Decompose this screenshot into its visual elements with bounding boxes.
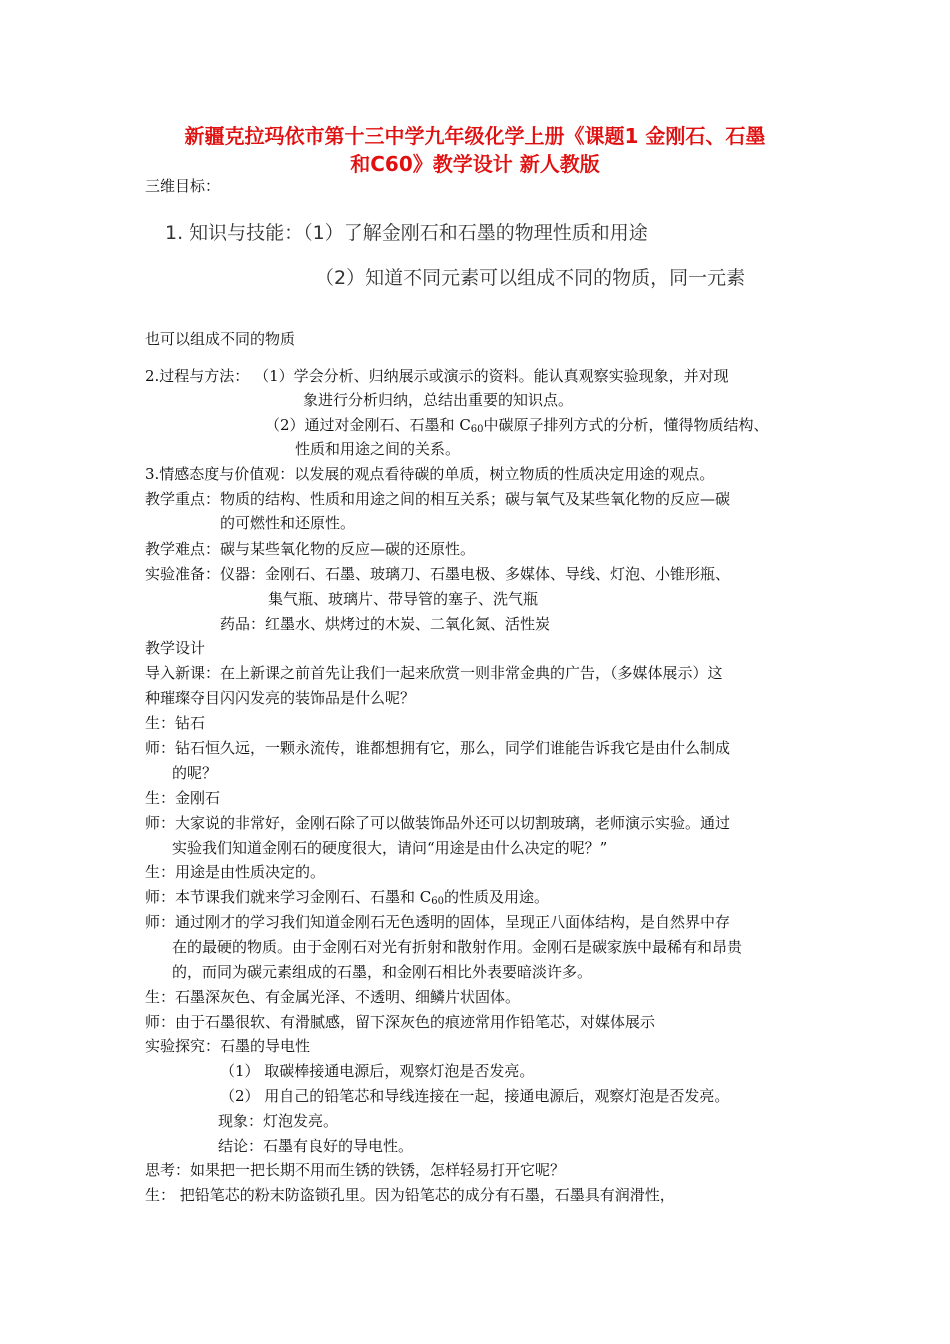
difficulty-line: 教学难点：碳与某些氧化物的反应—碳的还原性。 <box>145 540 476 558</box>
process-line-4: 性质和用途之间的关系。 <box>295 440 461 458</box>
teacher-line-3-post: 的性质及用途。 <box>443 888 549 906</box>
teacher-line-1a: 师：钻石恒久远，一颗永流传，谁都想拥有它，那么，同学们谁能告诉我它是由什么制成 <box>145 739 731 757</box>
think-line: 思考：如果把一把长期不用而生锈的铁锈，怎样轻易打开它呢？ <box>145 1161 566 1179</box>
emotion-line: 3.情感态度与价值观：以发展的观点看待碳的单质，树立物质的性质决定用途的观点。 <box>145 465 715 483</box>
student-line-1: 生：钻石 <box>145 714 206 732</box>
phenomenon-line: 现象：灯泡发亮。 <box>218 1112 339 1130</box>
process-line-2: 象进行分析归纳，总结出重要的知识点。 <box>303 391 574 409</box>
prep-line-1: 实验准备：仪器：金刚石、石墨、玻璃刀、石墨电极、多媒体、导线、灯泡、小锥形瓶、 <box>145 565 731 583</box>
student-line-4: 生：石墨深灰色、有金属光泽、不透明、细鳞片状固体。 <box>145 988 521 1006</box>
process-line-3-pre: （2）通过对金刚石、石墨和 C <box>265 416 471 434</box>
teacher-line-3-pre: 师：本节课我们就来学习金刚石、石墨和 C <box>145 888 432 906</box>
objective-2: （2）知道不同元素可以组成不同的物质，同一元素 <box>315 267 746 289</box>
document-title <box>100 122 850 178</box>
process-line-3-post: 中碳原子排列方式的分析，懂得物质结构、 <box>483 416 769 434</box>
key-point-line-1: 教学重点：物质的结构、性质和用途之间的相互关系；碳与氧气及某些氧化物的反应—碳 <box>145 490 731 508</box>
teacher-line-5: 师：由于石墨很软、有滑腻感，留下深灰色的痕迹常用作铅笔芯，对媒体展示 <box>145 1013 656 1031</box>
student-line-2: 生：金刚石 <box>145 789 221 807</box>
teacher-line-2b: 实验我们知道金刚石的硬度很大，请问“用途是由什么决定的呢？” <box>172 839 608 857</box>
student-line-5: 生： 把铅笔芯的粉末防盗锁孔里。因为铅笔芯的成分有石墨，石墨具有润滑性， <box>145 1186 675 1204</box>
teacher-line-4b: 在的最硬的物质。由于金刚石对光有折射和散射作用。金刚石是碳家族中最稀有和昂贵 <box>172 938 743 956</box>
title-line-1: 新疆克拉玛依市第十三中学九年级化学上册《课题1 金刚石、石墨 <box>184 124 766 148</box>
teacher-line-3 <box>145 887 549 912</box>
experiment-heading: 实验探究：石墨的导电性 <box>145 1037 311 1055</box>
conclusion-line: 结论：石墨有良好的导电性。 <box>218 1137 414 1155</box>
teacher-line-4a: 师：通过刚才的学习我们知道金刚石无色透明的固体，呈现正八面体结构，是自然界中存 <box>145 913 731 931</box>
experiment-step-2: （2） 用自己的铅笔芯和导线连接在一起，接通电源后，观察灯泡是否发亮。 <box>220 1087 730 1105</box>
intro-line-2: 种璀璨夺目闪闪发亮的装饰品是什么呢？ <box>145 689 416 707</box>
design-heading: 教学设计 <box>145 639 206 657</box>
teacher-line-4c: 的，而同为碳元素组成的石墨，和金刚石相比外表要暗淡许多。 <box>172 963 593 981</box>
teacher-line-1b: 的呢？ <box>172 764 218 782</box>
title-line-2: 和C60》教学设计 新人教版 <box>350 152 600 176</box>
prep-line-2: 集气瓶、玻璃片、带导管的塞子、洗气瓶 <box>268 590 539 608</box>
student-line-3: 生：用途是由性质决定的。 <box>145 863 326 881</box>
section-sanwei: 三维目标： <box>145 177 221 195</box>
process-line-3 <box>265 415 769 440</box>
intro-line-1: 导入新课：在上新课之前首先让我们一起来欣赏一则非常金典的广告，（多媒体展示）这 <box>145 664 723 682</box>
objective-1: 1. 知识与技能：（1）了解金刚石和石墨的物理性质和用途 <box>165 222 648 244</box>
c60-subscript-2: 60 <box>431 896 444 907</box>
objective-2-cont: 也可以组成不同的物质 <box>145 330 296 348</box>
process-line-1: 2.过程与方法： （1）学会分析、归纳展示或演示的资料。能认真观察实验现象，并对现 <box>145 367 729 385</box>
experiment-step-1: （1） 取碳棒接通电源后，观察灯泡是否发亮。 <box>220 1062 535 1080</box>
key-point-line-2: 的可燃性和还原性。 <box>220 514 356 532</box>
prep-line-3: 药品：红墨水、烘烤过的木炭、二氧化氮、活性炭 <box>220 615 551 633</box>
teacher-line-2a: 师：大家说的非常好，金刚石除了可以做装饰品外还可以切割玻璃，老师演示实验。通过 <box>145 814 731 832</box>
c60-subscript: 60 <box>470 424 484 435</box>
